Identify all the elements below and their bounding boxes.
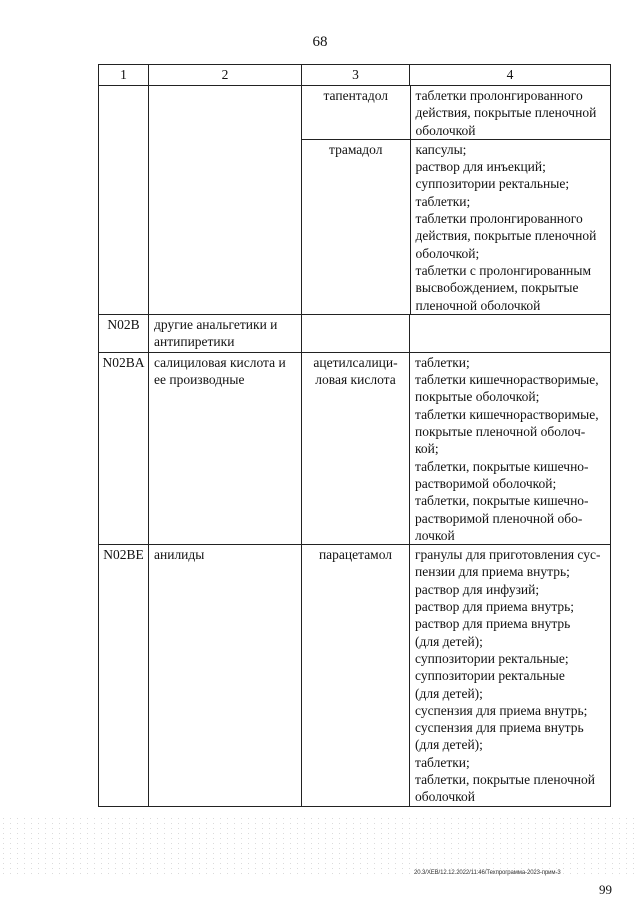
form-line: покрытые пленочной оболоч- — [415, 424, 586, 440]
form-line: (для детей); — [415, 737, 483, 753]
form-line: суппозитории ректальные; — [415, 176, 570, 192]
form-line: суспензия для приема внутрь; — [415, 702, 588, 718]
group-line: ее производные — [154, 372, 245, 388]
form-line: таблетки кишечнорастворимые, — [415, 372, 599, 388]
header-col-2: 2 — [149, 65, 302, 86]
group-line: антипиретики — [154, 334, 235, 350]
drug-name-cell — [302, 352, 410, 544]
form-line: (для детей); — [415, 685, 483, 701]
table-row-n02be — [99, 545, 611, 806]
form-line: таблетки пролонгированного — [415, 211, 583, 227]
form-line: раствор для инфузий; — [415, 581, 540, 597]
medication-table — [98, 64, 611, 807]
form-line: пензии для приема внутрь; — [415, 564, 570, 580]
form-line: (для детей); — [415, 633, 483, 649]
table-row-opioid-continuation — [99, 86, 611, 315]
form-line: гранулы для приготовления сус- — [415, 547, 601, 563]
drug-name-tramadol: трамадол — [302, 139, 410, 313]
form-line: оболочкой — [415, 122, 476, 138]
form-line: таблетки; — [415, 754, 470, 770]
form-line: таблетки; — [415, 193, 471, 209]
group-cell — [149, 545, 302, 806]
form-line: оболочкой; — [415, 245, 480, 261]
table-row-n02b — [99, 314, 611, 352]
form-line: раствор для приема внутрь; — [415, 599, 575, 615]
group-line: другие анальгетики и — [154, 316, 278, 332]
form-line: таблетки пролонгированного — [415, 88, 583, 103]
drug-subtable-cell — [302, 86, 611, 315]
form-line: суспензия для приема внутрь — [415, 720, 584, 736]
form-line: пленочной оболочкой — [415, 297, 541, 313]
form-line: таблетки, покрытые кишечно- — [415, 493, 589, 509]
form-line: действия, покрытые пленочной — [415, 105, 597, 121]
scan-noise — [0, 816, 640, 876]
form-line: раствор для инъекций; — [415, 159, 546, 175]
drug-forms-cell — [410, 545, 611, 806]
table-row-n02ba — [99, 352, 611, 544]
drug-name-cell — [302, 314, 410, 352]
atc-code-cell — [99, 86, 149, 315]
drug-subtable — [302, 86, 611, 314]
form-line: капсулы; — [415, 141, 467, 157]
form-line: суппозитории ректальные — [415, 668, 565, 684]
drug-line: ацетилсалици- — [313, 354, 398, 370]
bottom-page-number: 99 — [599, 882, 612, 897]
drug-line: парацетамол — [318, 547, 393, 563]
group-line: анилиды — [154, 547, 205, 563]
drug-row-tapentadol — [302, 86, 611, 139]
form-line: оболочкой — [415, 789, 475, 805]
atc-code-cell: N02B — [99, 314, 149, 352]
table-header-row — [99, 65, 611, 86]
form-line: таблетки, покрытые кишечно- — [415, 458, 589, 474]
form-line: высвобождением, покрытые — [415, 280, 579, 296]
form-line: лочкой — [415, 527, 455, 543]
atc-code-cell: N02BE — [99, 545, 149, 806]
drug-name-cell — [302, 545, 410, 806]
drug-forms-cell — [410, 314, 611, 352]
group-line: салициловая кислота и — [154, 354, 286, 370]
header-col-3: 3 — [302, 65, 410, 86]
atc-code-cell: N02BA — [99, 352, 149, 544]
form-line: действия, покрытые пленочной — [415, 228, 597, 244]
group-cell — [149, 352, 302, 544]
form-line: раствор для приема внутрь — [415, 616, 571, 632]
drug-line: ловая кислота — [315, 372, 396, 388]
group-cell — [149, 314, 302, 352]
drug-row-tramadol — [302, 139, 611, 313]
form-line: таблетки; — [415, 354, 470, 370]
header-col-1: 1 — [99, 65, 149, 86]
form-line: покрытые оболочкой; — [415, 389, 540, 405]
form-line: растворимой пленочной обо- — [415, 510, 583, 526]
form-line: таблетки, покрытые пленочной — [415, 771, 596, 787]
form-line: таблетки кишечнорастворимые, — [415, 406, 599, 422]
group-cell — [149, 86, 302, 315]
drug-forms-cell — [410, 352, 611, 544]
form-line: растворимой оболочкой; — [415, 475, 557, 491]
drug-forms-tapentadol — [410, 86, 611, 139]
drug-name-tapentadol: тапентадол — [302, 86, 410, 139]
footer-stamp: 20.3/ХЕВ/12.12.2022/11:46/Техпрограмма-2023-прим-3 — [414, 870, 561, 876]
header-col-4: 4 — [410, 65, 611, 86]
form-line: суппозитории ректальные; — [415, 650, 569, 666]
form-line: таблетки с пролонгированным — [415, 262, 592, 278]
form-line: кой; — [415, 441, 439, 457]
drug-forms-tramadol — [410, 139, 611, 313]
page-number: 68 — [312, 34, 328, 50]
